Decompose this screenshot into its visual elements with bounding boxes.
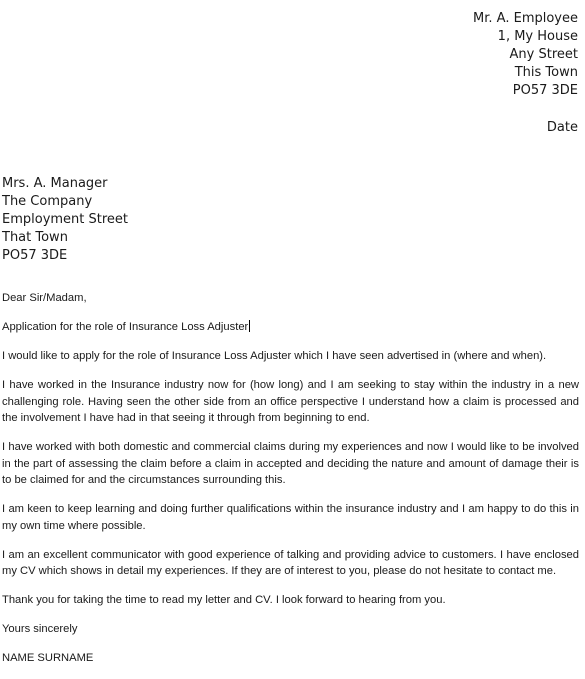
sender-address-line: This Town — [514, 65, 578, 80]
sender-address-block — [473, 10, 578, 100]
recipient-line: That Town — [2, 230, 68, 245]
recipient-line: Employment Street — [2, 212, 129, 227]
letter-body[interactable] — [2, 290, 579, 667]
subject-text: Application for the role of Insurance Loss Adjuster — [2, 321, 249, 333]
closing: Yours sincerely — [2, 623, 78, 635]
body-paragraph: I am an excellent communicator with good experience of talking and providing advice to customers. I have enclosed my CV which shows in detail my experiences. If they are of interest to you, please do not hesitate to contact me. — [2, 548, 579, 577]
body-paragraph: I have worked with both domestic and commercial claims during my experiences and now I would like to be involved in the part of assessing the claim before a claim in accepted and deciding the nature and amount of damage their is to be claimed for and the circumstances surrounding this. — [2, 441, 579, 486]
sender-address-line: PO57 3DE — [512, 83, 578, 98]
recipient-address-block — [2, 175, 128, 265]
body-paragraph: Thank you for taking the time to read my letter and CV. I look forward to hearing from you. — [2, 594, 446, 606]
signature-name: NAME SURNAME — [2, 652, 94, 664]
recipient-line: Mrs. A. Manager — [2, 176, 108, 191]
body-paragraph: I am keen to keep learning and doing further qualifications within the insurance industry and I am happy to do this in my own time where possible. — [2, 503, 579, 532]
subject-line — [2, 319, 579, 336]
letter-date: Date — [546, 120, 578, 135]
body-paragraph: I have worked in the Insurance industry now for (how long) and I am seeking to stay within the industry in a new challenging role. Having seen the other side from an office perspective I understand how a claim is processed and the involvement I have had in that seeing it through from beginning to end. — [2, 379, 579, 424]
body-paragraph: I would like to apply for the role of Insurance Loss Adjuster which I have seen advertised in (where and when). — [2, 350, 547, 362]
salutation: Dear Sir/Madam, — [2, 292, 87, 304]
sender-address-line: 1, My House — [497, 29, 578, 44]
sender-name: Mr. A. Employee — [473, 11, 578, 26]
sender-address-line: Any Street — [509, 47, 578, 62]
recipient-line: PO57 3DE — [2, 248, 68, 263]
recipient-line: The Company — [2, 194, 93, 209]
text-cursor — [249, 320, 250, 332]
